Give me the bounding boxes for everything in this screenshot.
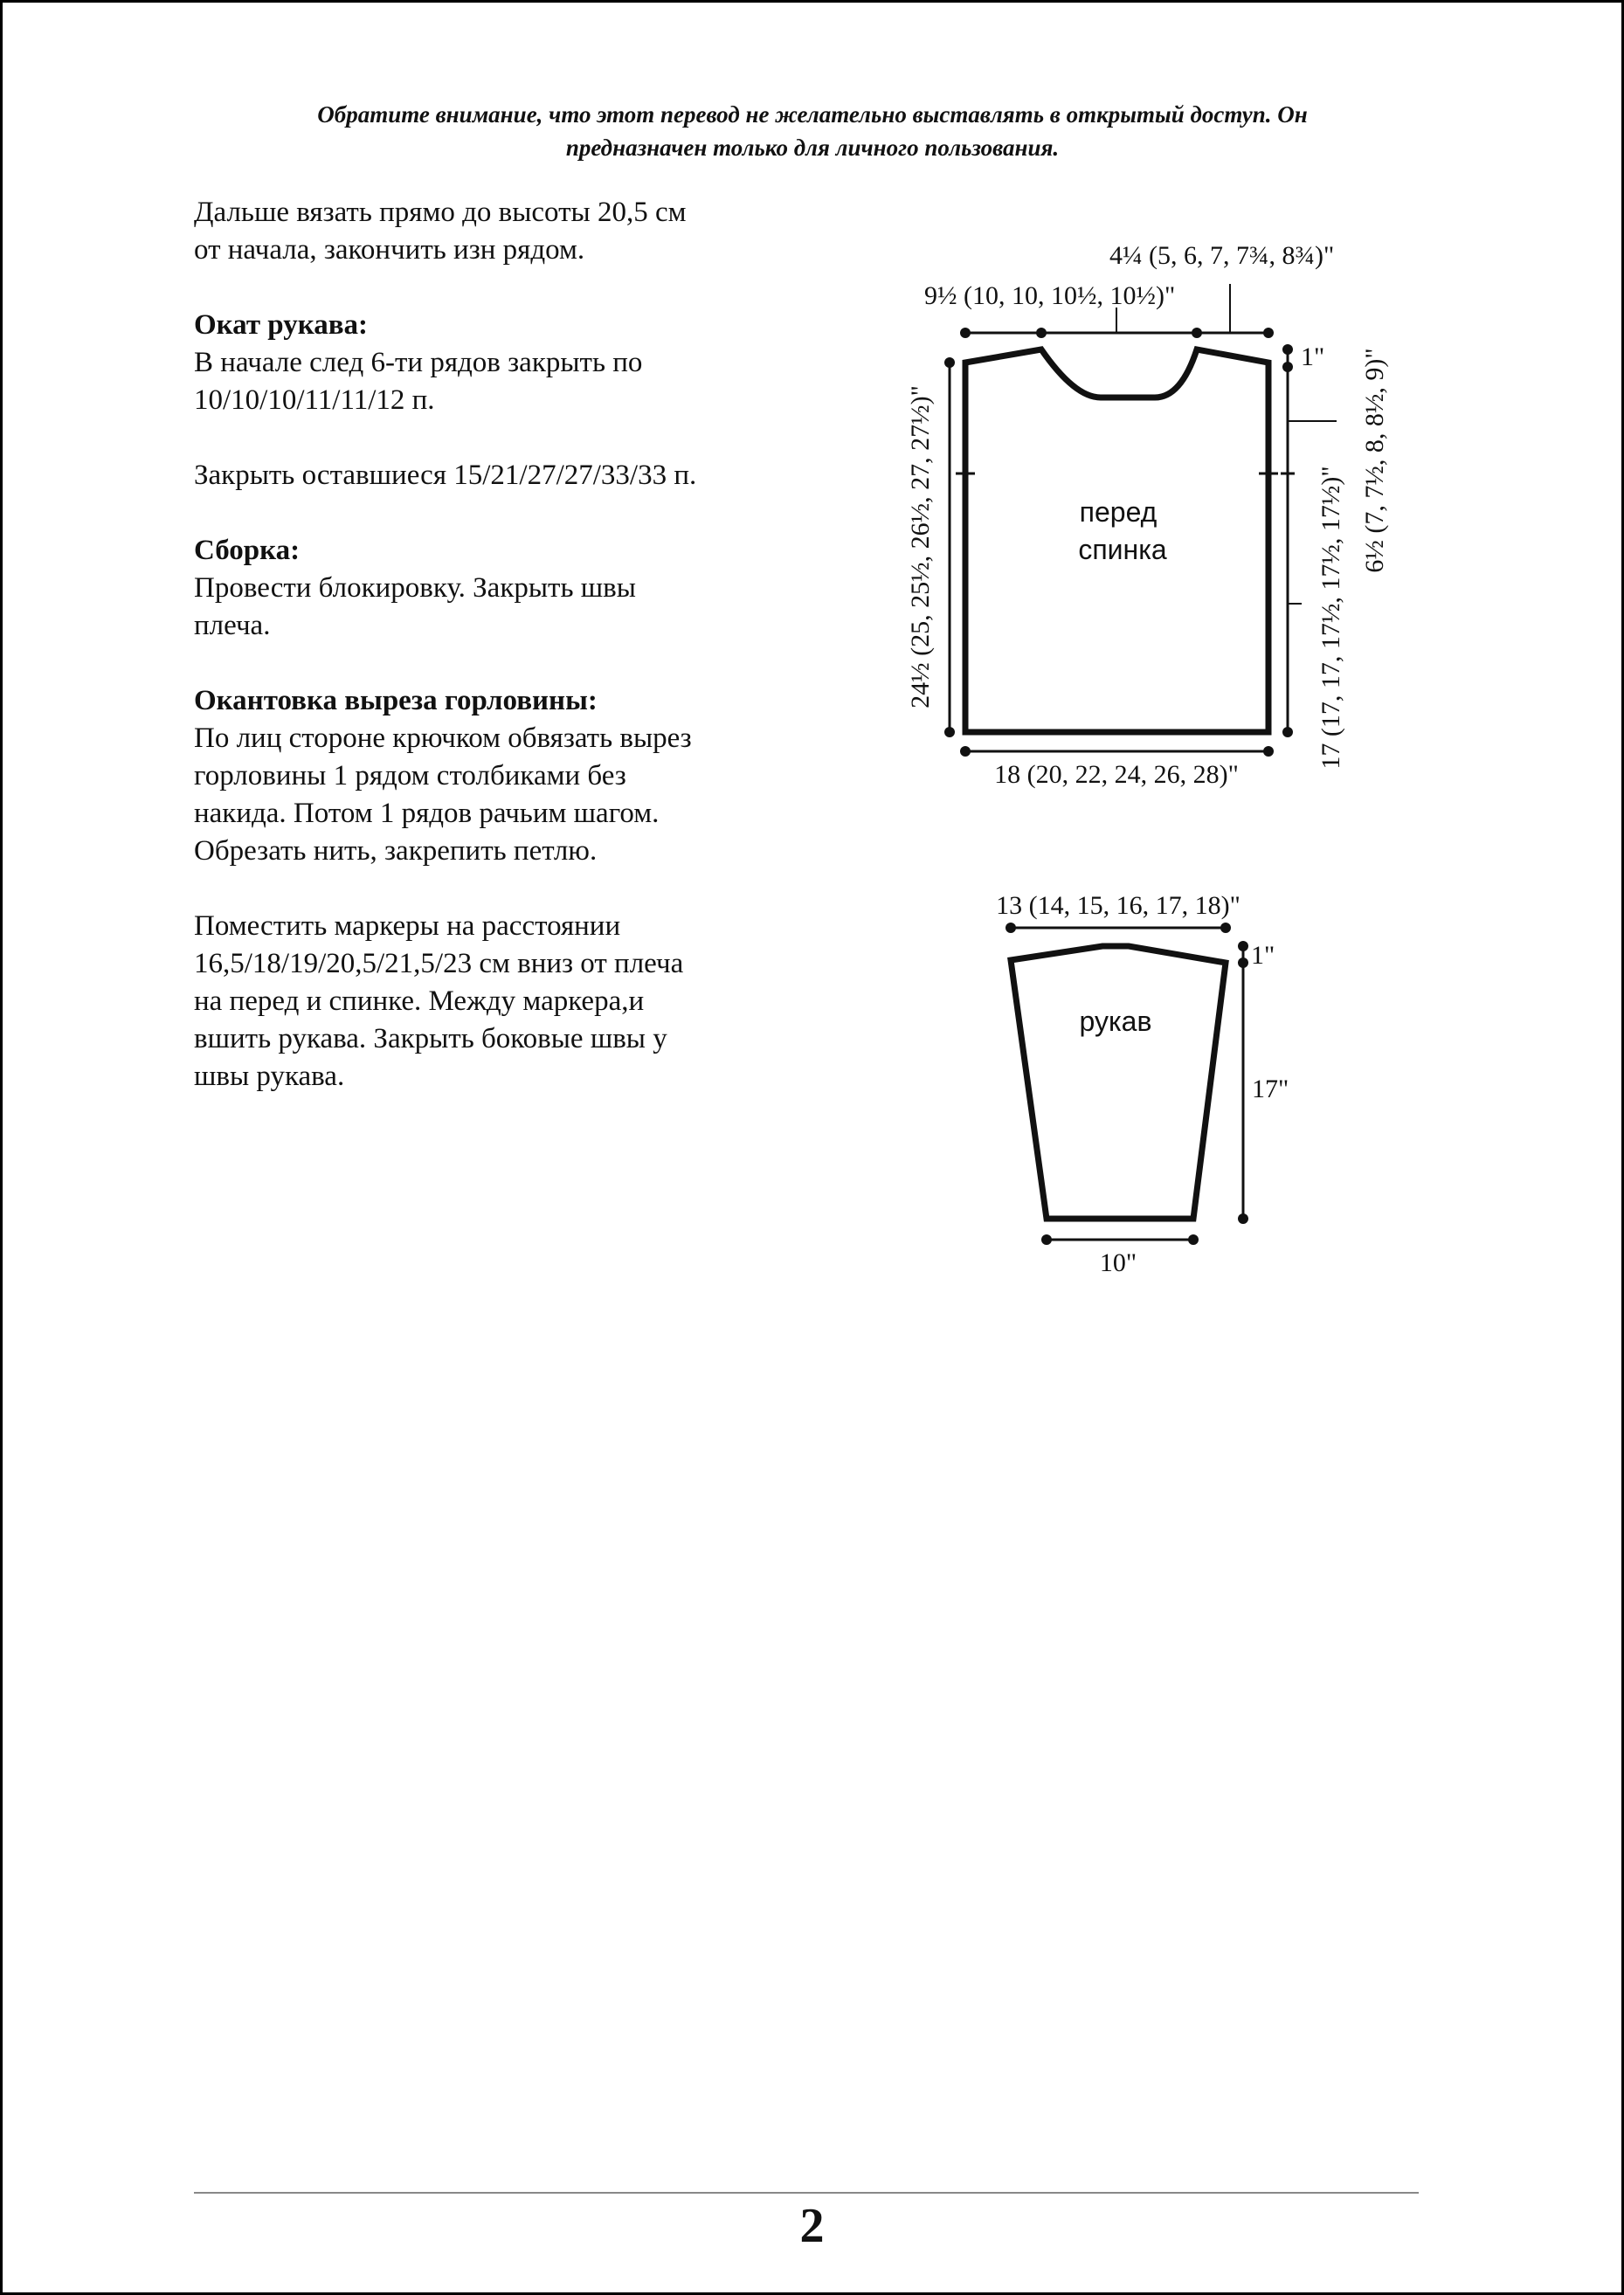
notice-line-1: Обратите внимание, что этот перевод не желательно выставлять в открытый доступ. Он: [317, 101, 1308, 128]
dimension-dot: [1192, 328, 1202, 338]
notice-line-2: предназначен только для личного пользования.: [565, 135, 1060, 161]
dimension-dot: [1263, 328, 1274, 338]
text-line: По лиц стороне крючком обвязать вырез: [194, 722, 692, 754]
dimension-dot: [1263, 746, 1274, 757]
dimension-dot: [960, 328, 971, 338]
text-line: плеча.: [194, 610, 271, 641]
dimension-dot: [1282, 727, 1293, 737]
dimension-dot: [1238, 957, 1248, 968]
paragraph-sleeve-cap: [194, 307, 797, 419]
text-line: на перед и спинке. Между маркера,и: [194, 985, 645, 1017]
sleeve-cap-height-label: 1": [1251, 941, 1275, 970]
dimension-dot: [1238, 1213, 1248, 1224]
paragraph-assembly: [194, 532, 797, 645]
piece-label-sleeve: рукав: [1079, 1006, 1152, 1037]
chest-width-label: 18 (20, 22, 24, 26, 28)": [994, 760, 1239, 789]
text-line: от начала, закончить изн рядом.: [194, 234, 585, 266]
text-line: Провести блокировку. Закрыть швы: [194, 572, 636, 604]
dimension-dot: [960, 746, 971, 757]
total-length-label: 24½ (25, 25½, 26½, 27, 27½)": [906, 385, 935, 709]
piece-label-front: перед: [1079, 496, 1158, 528]
text-line: Поместить маркеры на расстоянии: [194, 910, 621, 942]
shoulder-width-label: 9½ (10, 10, 10½, 10½)": [924, 281, 1176, 310]
dimension-dot: [1188, 1234, 1199, 1245]
text-line: 16,5/18/19/20,5/21,5/23 см вниз от плеча: [194, 948, 684, 979]
dimension-dot: [1036, 328, 1047, 338]
text-line: Закрыть оставшиеся 15/21/27/27/33/33 п.: [194, 460, 697, 491]
dimension-dot: [1282, 344, 1293, 355]
section-heading-neck-edging: Окантовка выреза горловины:: [194, 685, 598, 716]
cuff-width-label: 10": [1099, 1248, 1137, 1277]
side-length-label: 17 (17, 17, 17½, 17½, 17½)": [1316, 466, 1345, 770]
footer-divider: [194, 2192, 1419, 2194]
dimension-dot: [1220, 923, 1231, 933]
text-line: швы рукава.: [194, 1061, 345, 1092]
neck-width-label: 4¼ (5, 6, 7, 7¾, 8¾)": [1109, 241, 1335, 270]
dimension-dot: [1238, 941, 1248, 951]
paragraph-neck-edging: [194, 682, 797, 870]
text-line: Обрезать нить, закрепить петлю.: [194, 835, 598, 867]
dimension-dot: [1005, 923, 1016, 933]
text-line: вшить рукава. Закрыть боковые швы у: [194, 1023, 667, 1054]
text-line: накида. Потом 1 рядов рачьим шагом.: [194, 798, 660, 829]
paragraph-continue-knitting: [194, 194, 797, 269]
dimension-dot: [1282, 362, 1293, 372]
body-schematic: [874, 223, 1415, 817]
translation-notice: [175, 98, 1450, 164]
sleeve-top-width-label: 13 (14, 15, 16, 17, 18)": [996, 891, 1240, 920]
text-line: В начале след 6-ти рядов закрыть по: [194, 347, 643, 378]
text-line: горловины 1 рядом столбиками без: [194, 760, 626, 791]
page-number: 2: [799, 2199, 825, 2253]
section-heading-assembly: Сборка:: [194, 535, 301, 566]
text-line: Дальше вязать прямо до высоты 20,5 см: [194, 197, 687, 228]
dimension-dot: [944, 357, 955, 368]
section-heading-sleeve-cap: Окат рукава:: [194, 309, 369, 341]
text-line: 10/10/10/11/11/12 п.: [194, 384, 435, 416]
sleeve-length-label: 17": [1252, 1075, 1289, 1103]
armhole-depth-label: 6½ (7, 7½, 8, 8½, 9)": [1360, 348, 1389, 573]
instructions-text: [194, 194, 797, 1133]
dimension-dot: [944, 727, 955, 737]
shoulder-drop-label: 1": [1301, 342, 1325, 371]
sleeve-outline: [1011, 946, 1226, 1219]
paragraph-markers: [194, 908, 797, 1096]
paragraph-bind-off: [194, 457, 797, 494]
dimension-dot: [1041, 1234, 1052, 1245]
sleeve-schematic: [961, 874, 1310, 1284]
piece-label-back: спинка: [1078, 534, 1167, 565]
